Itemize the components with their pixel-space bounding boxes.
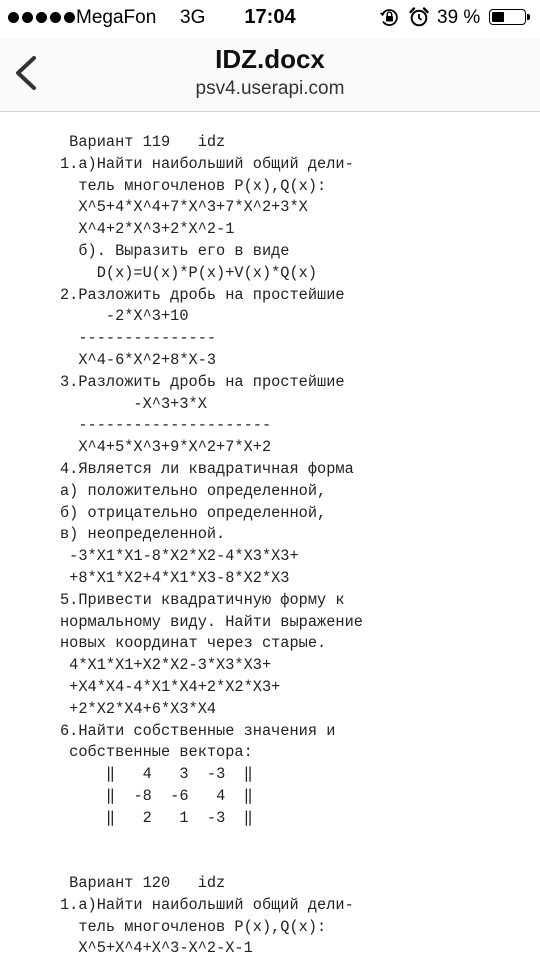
document-title: IDZ.docx — [215, 44, 325, 74]
document-line: X^5+4*X^4+7*X^3+7*X^2+3*X — [60, 198, 308, 217]
document-host: psv4.userapi.com — [195, 78, 345, 99]
document-line: нормальному виду. Найти выражение — [60, 612, 363, 631]
nav-header — [0, 38, 540, 112]
document-line: новых координат через старые. — [60, 634, 327, 653]
document-line: X^5+X^4+X^3-X^2-X-1 — [60, 939, 253, 958]
document-line: Вариант 120 idz — [60, 874, 226, 893]
document-line: --------------------- — [60, 416, 272, 435]
document-line: 2.Разложить дробь на простейшие — [60, 285, 345, 304]
status-bar — [0, 0, 540, 38]
document-line — [60, 830, 363, 852]
document-line: X^4+5*X^3+9*X^2+7*X+2 — [60, 438, 272, 457]
document-line: 4*X1*X1+X2*X2-3*X3*X3+ — [60, 656, 272, 675]
document-line: ‖ 2 1 -3 ‖ — [60, 808, 253, 827]
document-line: 5.Привести квадратичную форму к — [60, 590, 345, 609]
document-line: +X4*X4-4*X1*X4+2*X2*X3+ — [60, 677, 281, 696]
document-line: ‖ 4 3 -3 ‖ — [60, 765, 253, 784]
rotation-lock-icon — [378, 6, 400, 28]
document-line — [60, 851, 363, 873]
document-line: тель многочленов P(x),Q(x): — [60, 176, 327, 195]
document-line: +8*X1*X2+4*X1*X3-8*X2*X3 — [60, 568, 290, 587]
carrier-name: MegaFon — [76, 7, 157, 28]
document-line: собственные вектора: — [60, 743, 253, 762]
alarm-icon — [408, 6, 430, 28]
document-line: X^4-6*X^2+8*X-3 — [60, 350, 217, 369]
document-line: 4.Является ли квадратичная форма — [60, 459, 354, 478]
battery-percent: 39 % — [437, 7, 481, 28]
network-type: 3G — [180, 7, 206, 28]
status-icons — [378, 6, 430, 28]
document-line: а) положительно определенной, — [60, 481, 327, 500]
clock: 17:04 — [244, 6, 296, 28]
document-line: +2*X2*X4+6*X3*X4 — [60, 699, 217, 718]
battery-level — [492, 12, 504, 22]
document-line: -X^3+3*X — [60, 394, 207, 413]
document-line: 6.Найти собственные значения и — [60, 721, 336, 740]
document-line: ‖ -8 -6 4 ‖ — [60, 786, 253, 805]
document-line: в) неопределенной. — [60, 525, 226, 544]
document-line: 1.а)Найти наибольший общий дели- — [60, 895, 354, 914]
document-line: Вариант 119 idz — [60, 133, 226, 151]
document-line: 1.а)Найти наибольший общий дели- — [60, 154, 354, 173]
document-line: X^4+2*X^3+2*X^2-1 — [60, 220, 235, 239]
document-viewer[interactable] — [0, 112, 540, 960]
battery-icon — [489, 9, 531, 27]
document-line: б) отрицательно определенной, — [60, 503, 327, 522]
document-line: тель многочленов P(x),Q(x): — [60, 917, 327, 936]
document-line: б). Выразить его в виде — [60, 241, 290, 260]
document-line: D(x)=U(x)*P(x)+V(x)*Q(x) — [60, 263, 318, 282]
document-line: --------------- — [60, 329, 217, 348]
document-text — [60, 132, 363, 960]
document-line: -3*X1*X1-8*X2*X2-4*X3*X3+ — [60, 547, 299, 566]
document-line: -2*X^3+10 — [60, 307, 189, 326]
document-line: 3.Разложить дробь на простейшие — [60, 372, 345, 391]
